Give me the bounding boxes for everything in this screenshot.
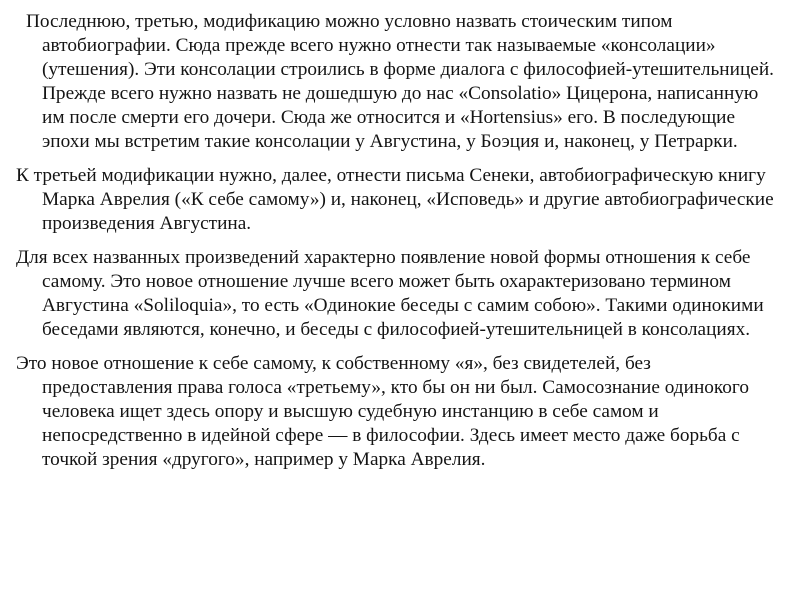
paragraph-soliloquia: Для всех названных произведений характерно появление новой формы отношения к себе самому. Это новое отношение лучше всего может быть охарактеризовано термином Августина «Soliloquia», то есть «Одинокие беседы с самим собою». Такими одинокими беседами являются, конечно, и беседы с философией-утешительницей в консолациях. — [16, 247, 764, 340]
paragraph-self-relation: Это новое отношение к себе самому, к собственному «я», без свидетелей, без предоставления права голоса «третьему», кто бы он ни был. Самосознание одинокого человека ищет здесь опору и высшую судебную инстанцию в себе самом и непосредственно в идейной сфере — в философии. Здесь имеет место даже борьба с точкой зрения «другого», например у Марка Аврелия. — [16, 353, 749, 470]
paragraph-stoic-autobiography: Последнюю, третью, модификацию можно условно назвать стоическим типом автобиографии. Сюда прежде всего нужно отнести так называемые «консолации» (утешения). Эти консолации строились в форме диалога с философией-утешительницей. Прежде всего нужно назвать не дошедшую до нас «Consolatio» Цицерона, написанную им после смерти его дочери. Сюда же относится и «Hortensius» его. В последующие эпохи мы встретим такие консолации у Августина, у Боэция и, наконец, у Петрарки. — [26, 11, 774, 152]
paragraph-third-modification: К третьей модификации нужно, далее, отнести письма Сенеки, автобиографическую книгу Марка Аврелия («К себе самому») и, наконец, «Исповедь» и другие автобиографические произведения Августина. — [16, 165, 774, 234]
